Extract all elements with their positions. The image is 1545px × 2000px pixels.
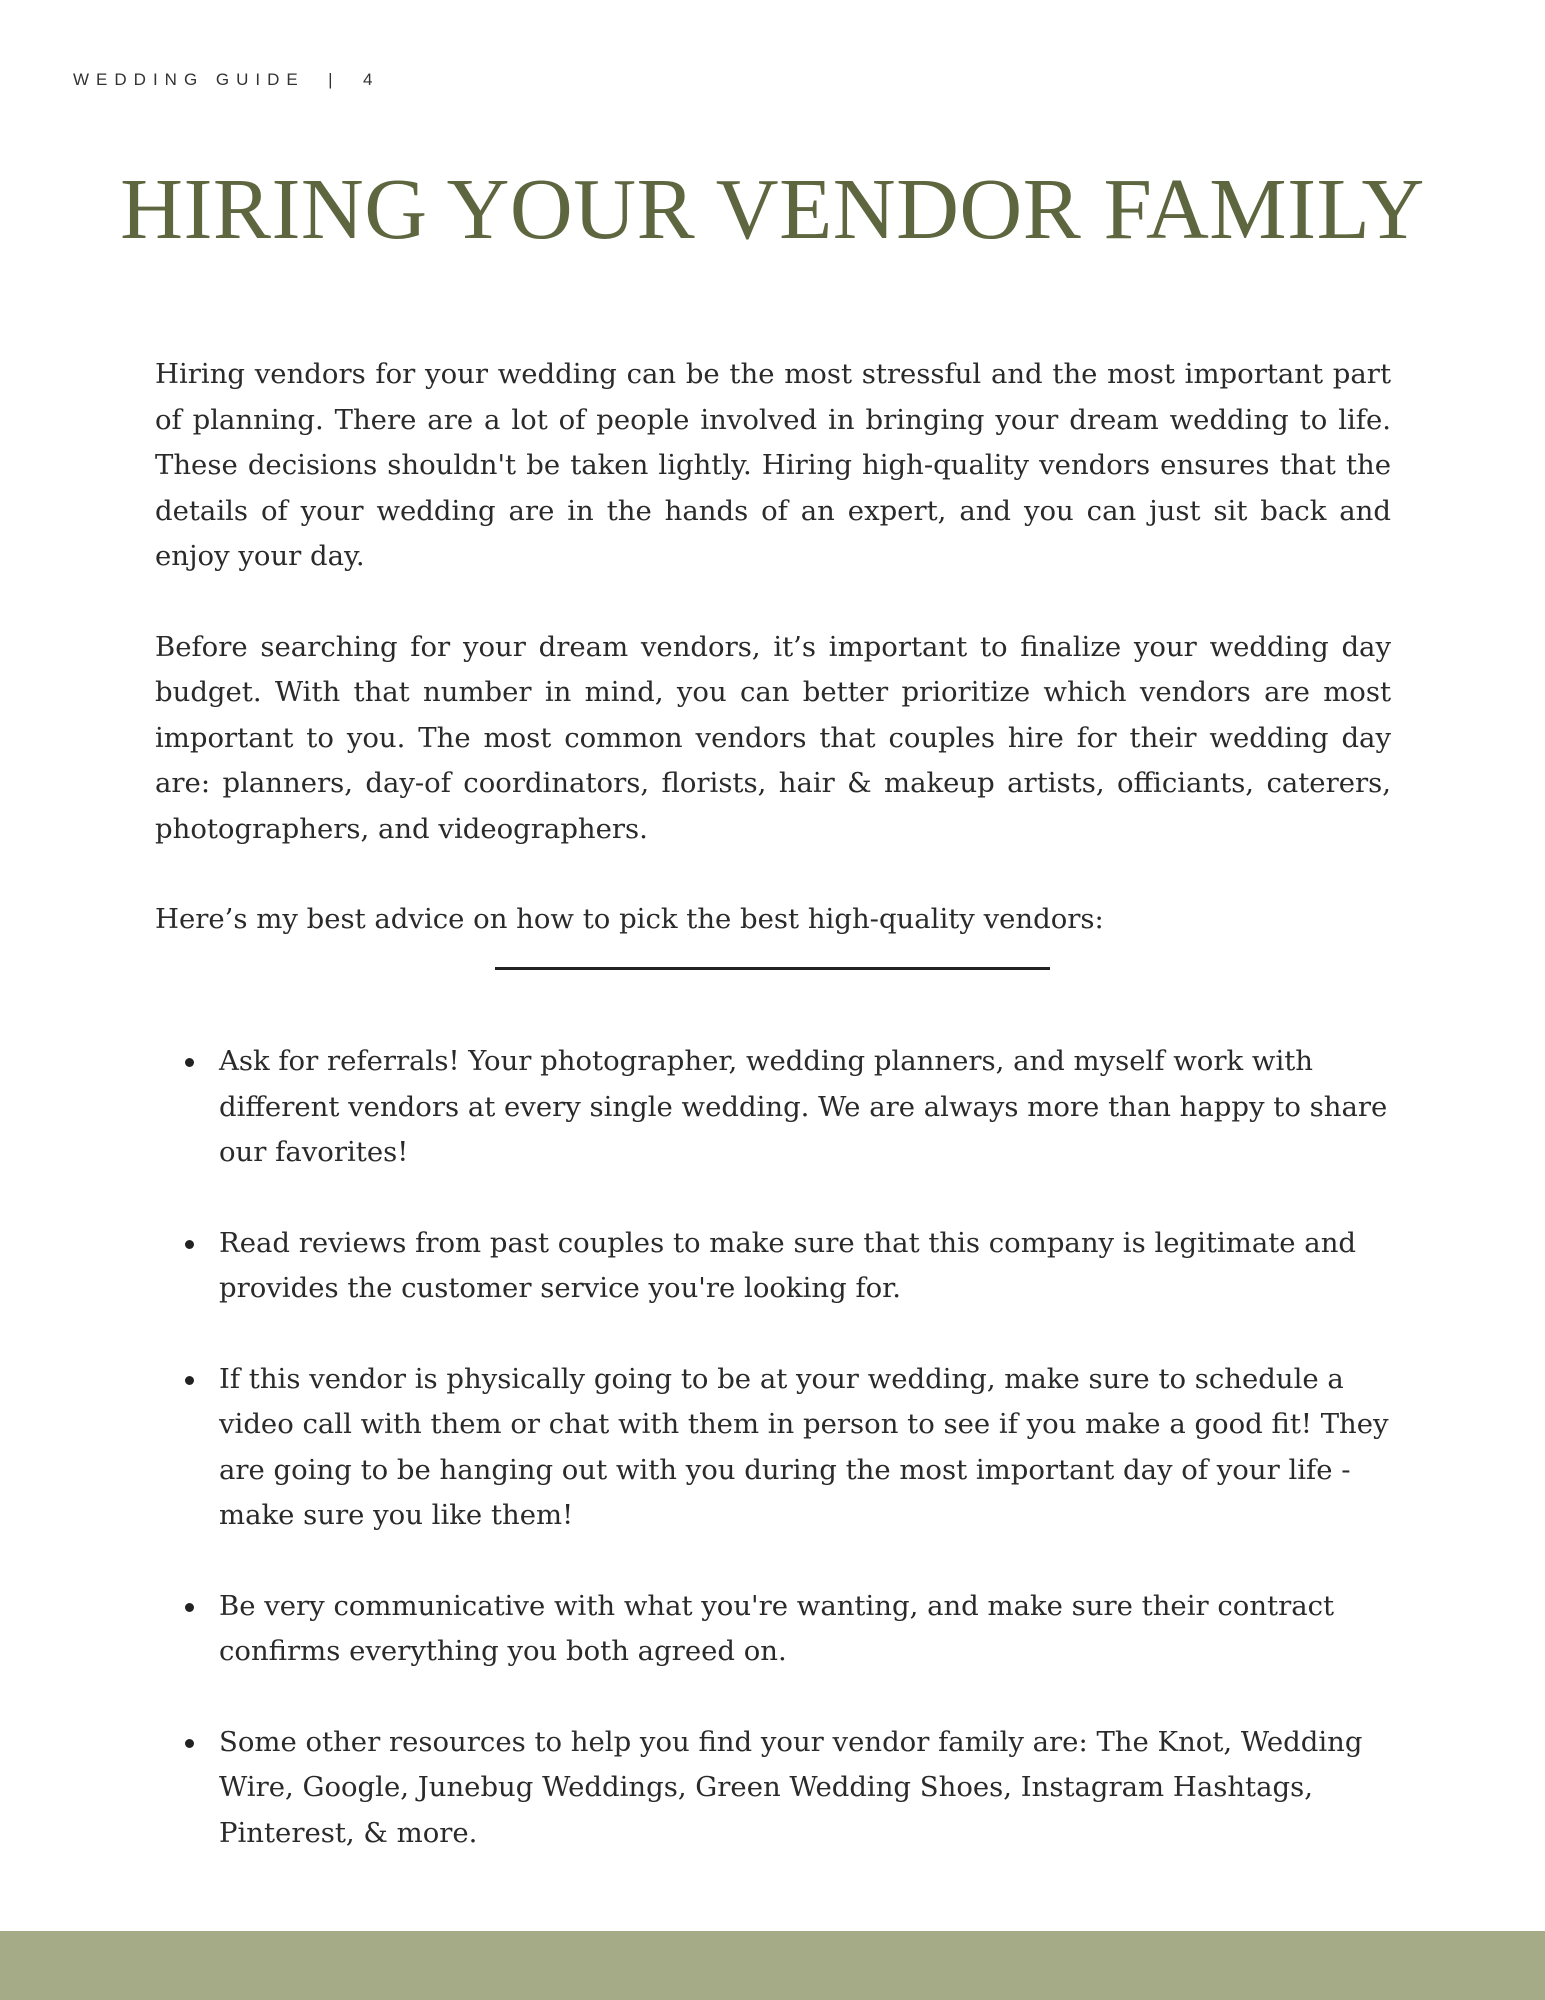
tip-text: Be very communicative with what you're wanting, and make sure their contract confirms everything you both agreed on. — [219, 1589, 1335, 1667]
tip-text: Some other resources to help you find your vendor family are: The Knot, Wedding Wire, Google, Junebug Weddings, Green Wedding Shoes, Instagram Hashtags, Pinterest, & more. — [219, 1725, 1363, 1849]
list-item — [155, 1357, 1395, 1539]
bullet-icon — [185, 1603, 194, 1612]
tips-list — [155, 1039, 1395, 1901]
bullet-icon — [185, 1240, 194, 1249]
advice-lead-in: Here’s my best advice on how to pick the best high-quality vendors: — [155, 903, 1104, 935]
list-item — [155, 1221, 1395, 1312]
page-title: HIRING YOUR VENDOR FAMILY — [120, 160, 1425, 257]
running-header: WEDDING GUIDE | 4 — [73, 70, 380, 89]
tip-text: Read reviews from past couples to make sure that this company is legitimate and provides the customer service you're looking for. — [219, 1226, 1357, 1304]
list-item — [155, 1720, 1395, 1857]
intro-paragraph: Hiring vendors for your wedding can be the most stressful and the most important part of planning. There are a lot of people involved in bringing your dream wedding to life. These decisions shouldn't be taken lightly. Hiring high-quality vendors ensures that the details of your wedding are in the hands of an expert, and you can just sit back and enjoy your day. — [155, 358, 1391, 572]
list-item — [155, 1039, 1395, 1176]
intro-section — [155, 352, 1391, 988]
bullet-icon — [185, 1376, 194, 1385]
tip-text: Ask for referrals! Your photographer, wedding planners, and myself work with different vendors at every single wedding. We are always more than happy to share our favorites! — [219, 1045, 1388, 1168]
tip-text: If this vendor is physically going to be at your wedding, make sure to schedule a video call with them or chat with them in person to see if you make a good fit! They are going to be hanging out with you during the most important day of your life - make sure you like them! — [219, 1362, 1389, 1531]
list-item — [155, 1584, 1395, 1675]
bullet-icon — [185, 1058, 194, 1067]
intro-paragraph: Before searching for your dream vendors, it’s important to finalize your wedding day budget. With that number in mind, you can better prioritize which vendors are most important to you. The most common vendors that couples hire for their wedding day are: planners, day-of coordinators, florists, hair & makeup artists, officiants, caterers, photographers, and videographers. — [155, 630, 1391, 845]
bullet-icon — [185, 1739, 194, 1748]
footer-band — [0, 1931, 1545, 2000]
section-divider — [495, 967, 1050, 970]
